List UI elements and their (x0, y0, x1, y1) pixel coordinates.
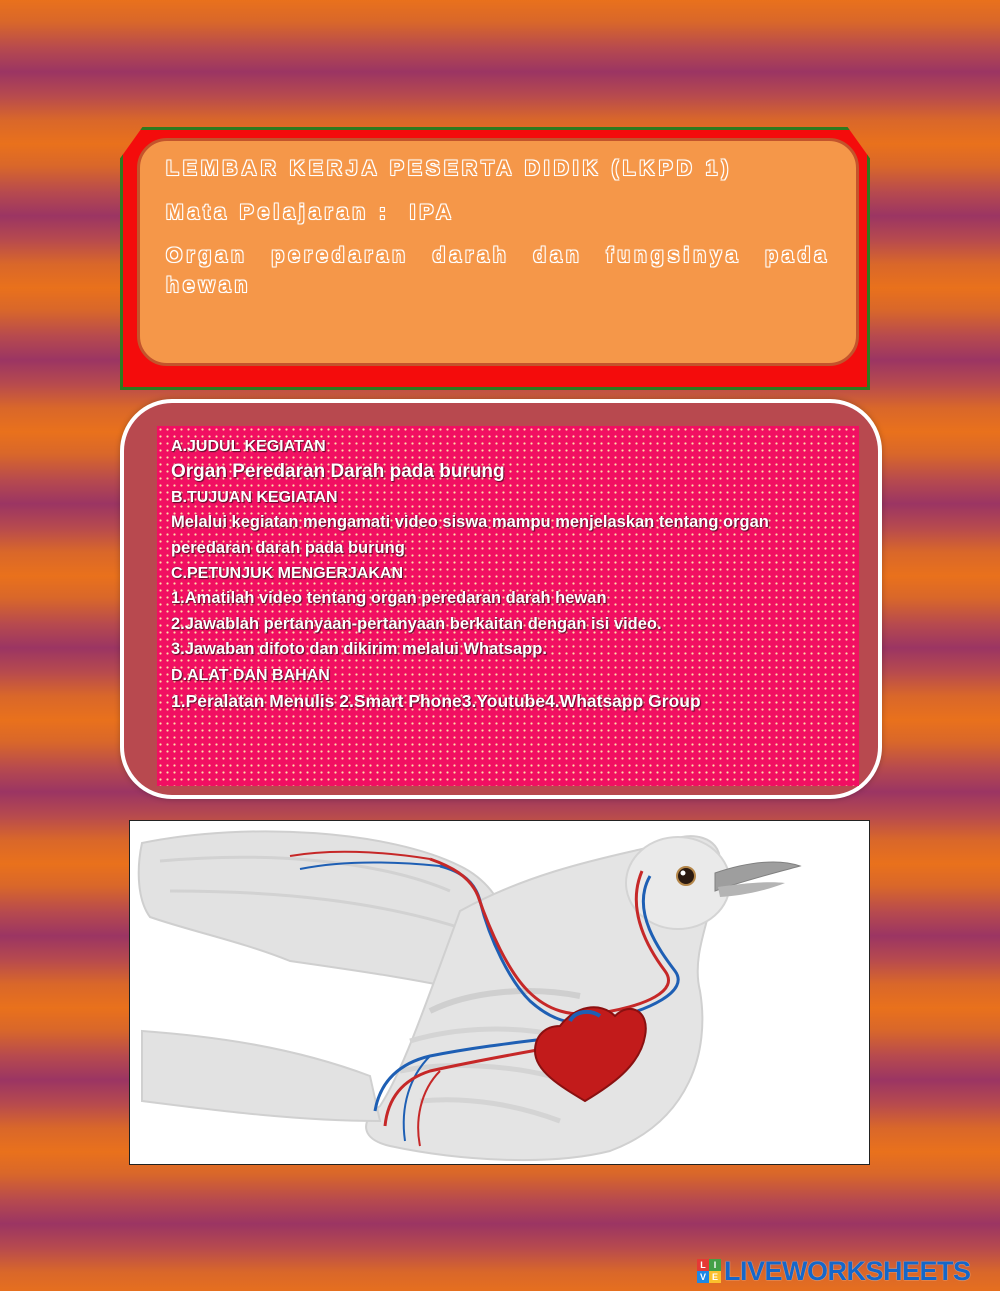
materials-text: 1.Peralatan Menulis 2.Smart Phone3.Youtube4.Whatsapp Group (171, 690, 701, 711)
bird-circulatory-illustration (129, 820, 870, 1165)
liveworksheets-logo-icon: L I V E (697, 1259, 721, 1283)
bird-tail (142, 1031, 380, 1121)
bird-illustration-svg (130, 821, 870, 1165)
section-a-heading: A.JUDUL KEGIATAN (171, 438, 326, 455)
brand-name: LIVEWORKSHEETS (724, 1255, 971, 1286)
activity-panel (157, 426, 859, 786)
bird-eye (677, 867, 695, 885)
instruction-step: 1.Amatilah video tentang organ peredaran darah hewan (171, 589, 607, 607)
subject-line: Mata Pelajaran : IPA (166, 201, 456, 224)
section-c-heading: C.PETUNJUK MENGERJAKAN (171, 565, 404, 582)
section-d-heading: D.ALAT DAN BAHAN (171, 666, 330, 684)
worksheet-title: LEMBAR KERJA PESERTA DIDIK (LKPD 1) (166, 157, 733, 180)
activity-title: Organ Peredaran Darah pada burung (171, 461, 505, 482)
objective-text: Melalui kegiatan mengamati video siswa mampu menjelaskan tentang organ peredaran darah pada burung (171, 513, 769, 557)
bird-head (626, 837, 730, 929)
liveworksheets-watermark (697, 1256, 971, 1286)
topic-line: Organ peredaran darah dan fungsinya pada hewan (166, 244, 830, 297)
instruction-step: 2.Jawablah pertanyaan-pertanyaan berkaitan dengan isi video. (171, 614, 662, 633)
instruction-step: 3.Jawaban difoto dan dikirim melalui Whatsapp. (171, 640, 547, 658)
section-b-heading: B.TUJUAN KEGIATAN (171, 489, 338, 506)
header-card (137, 138, 859, 366)
